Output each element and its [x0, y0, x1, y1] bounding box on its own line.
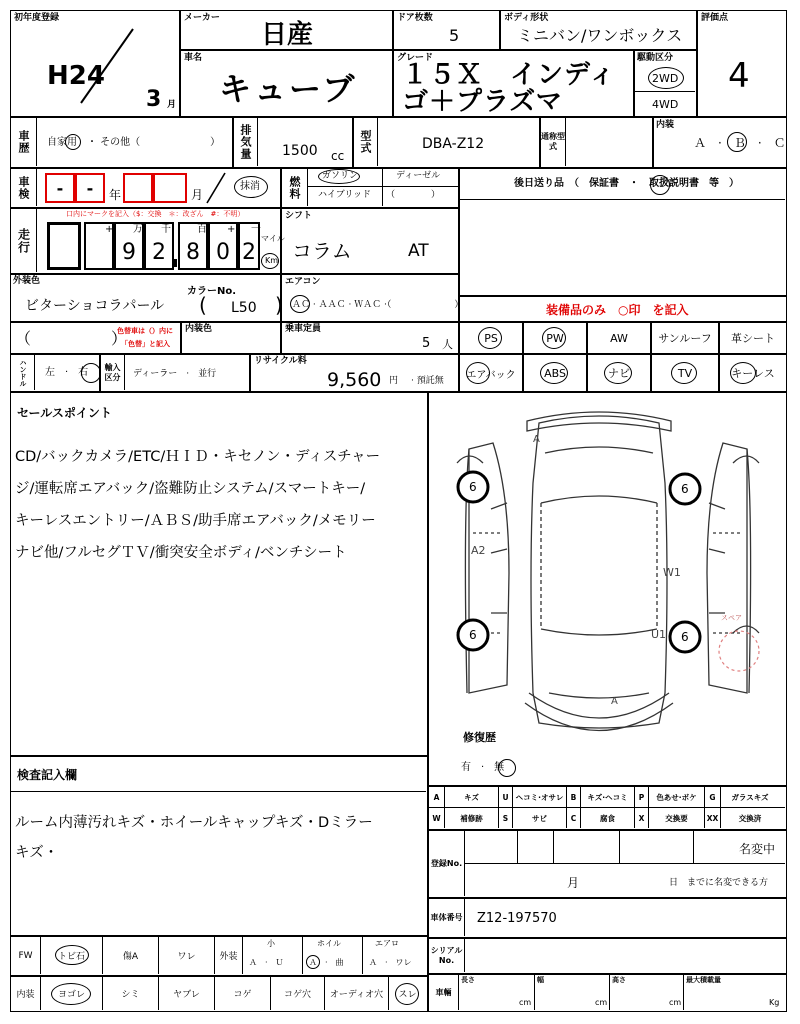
equip-leather-seat: 革シート: [719, 322, 787, 354]
aero-label: エアロ: [375, 939, 399, 948]
width-unit: cm: [595, 998, 608, 1007]
scratch-circle: [395, 983, 419, 1005]
car-name-cell: [180, 50, 393, 117]
load-unit: Kg: [769, 998, 780, 1007]
inspection-era-box: -: [45, 173, 75, 203]
legend-meaning: 交換要: [649, 808, 705, 828]
common-model-label: 通称型式: [541, 118, 566, 166]
legend-code: B: [567, 787, 581, 807]
equipment-header-cell: [459, 296, 787, 322]
mark-front: A: [533, 434, 540, 445]
equip-tv: TV: [651, 354, 719, 392]
exterior-color-label: 外装色: [13, 276, 41, 286]
doors-cell: [393, 10, 500, 50]
color-no-close-paren: ): [275, 293, 283, 317]
navi-circle: [604, 362, 632, 384]
car-name-label: 車名: [184, 53, 203, 63]
interior-damage-label: 内装: [11, 977, 41, 1010]
capacity-label: 乗車定員: [285, 324, 322, 334]
chip-label: トビ石: [41, 937, 103, 974]
exterior-label: 外装: [215, 937, 243, 974]
displacement-unit: cc: [331, 149, 345, 163]
body-value: ミニバン/ワンボックス: [517, 26, 683, 45]
wheel-value: Ａ · 曲: [309, 958, 344, 967]
length-unit: cm: [519, 998, 532, 1007]
legend-meaning: キズ·ヘコミ: [581, 787, 635, 807]
interior-label: 内装: [656, 120, 675, 130]
handle-value: 左 · 右: [45, 367, 89, 378]
airbag-circle: [466, 362, 490, 384]
grade-cell: [393, 50, 634, 117]
drive-4wd: 4WD: [652, 98, 679, 111]
small-value: Ａ · Ｕ: [249, 958, 284, 967]
mileage-label: 走行: [11, 209, 37, 272]
tire-rear-left-value: 6: [469, 628, 477, 642]
fuel-label: 燃料: [282, 169, 308, 206]
repair-none-circle: [498, 759, 516, 777]
keyless-circle: [730, 362, 756, 384]
color-change-cell: [10, 322, 181, 354]
fuel-diesel: ディーゼル: [396, 171, 441, 181]
fuel-hybrid: ハイブリッド: [318, 190, 372, 200]
handle-cell: [10, 354, 100, 392]
inspection-notes-box: [10, 756, 428, 936]
digit-unit: 千: [161, 224, 171, 235]
capacity-value: 5: [422, 336, 431, 351]
wheel-label: ホイル: [317, 939, 341, 948]
legend-meaning: サビ: [513, 808, 567, 828]
mileage-cell: [10, 208, 285, 274]
audio-hole-label: オーディオ穴: [325, 977, 389, 1010]
equip-sunroof: サンルーフ: [651, 322, 719, 354]
tire-front-right-value: 6: [681, 482, 689, 496]
repair-value: 有 · 無: [461, 762, 505, 773]
shift-cell: [281, 208, 459, 274]
equipment-header: 装備品のみ ○印 を記入: [546, 303, 689, 317]
mark-right-rear: U1: [651, 628, 667, 641]
color-change-note-2: 「色替」と記入: [121, 340, 170, 348]
displacement-value: 1500: [282, 143, 318, 159]
interior-color-label: 内装色: [185, 324, 213, 334]
tv-circle: [671, 362, 697, 384]
load-label: 最大積載量: [686, 976, 721, 984]
chip-circle: [55, 945, 89, 965]
exterior-color-cell: [10, 274, 281, 322]
grade-label: グレード: [397, 53, 434, 63]
aero-value: Ａ · ワレ: [369, 958, 412, 967]
mile-label: マイル: [261, 234, 285, 243]
car-diagram-box: [428, 392, 787, 786]
common-model-cell: [540, 117, 653, 168]
inspection-notes-label: 検査記入欄: [17, 768, 78, 782]
sales-line: CD/バックカメラ/ETC/ＨＩＤ・キセノン・ディスチャー: [15, 449, 381, 465]
shift-label: シフト: [285, 211, 313, 221]
drive-cell: [634, 50, 697, 117]
mileage-digit-box: 2: [238, 222, 260, 270]
km-label: Km: [265, 256, 279, 265]
color-change-note-1: 色替車は（）内に: [117, 327, 173, 335]
handle-label: ハンドル: [11, 355, 35, 390]
legend-code: W: [429, 808, 445, 828]
spare-label: スペア: [721, 614, 742, 622]
mark-left-side: A2: [471, 544, 486, 557]
shift-value: コラム: [292, 239, 352, 263]
spare-tire: [719, 631, 759, 671]
inspection-status-circle: [234, 176, 268, 198]
inspection-label: 車検: [11, 169, 37, 206]
sales-line: キーレスエントリー/ＡＢＳ/助手席エアバック/メモリー: [15, 513, 376, 529]
fw-label: FW: [11, 937, 41, 974]
fw-row: [10, 936, 428, 976]
equip-keyless: キーレス: [719, 354, 787, 392]
sales-line: ジ/運転席エアバック/盗難防止システム/スマートキー/: [15, 481, 366, 497]
car-name-value: キューブ: [219, 70, 358, 108]
dimensions-label: 車輛: [429, 975, 459, 1010]
model-value: DBA-Z12: [422, 136, 485, 152]
dirt-circle: [51, 983, 91, 1005]
displacement-cell: [233, 117, 353, 168]
model-label: 型式: [354, 118, 378, 166]
equip-ps: PS: [459, 322, 523, 354]
tire-rear-right-value: 6: [681, 630, 689, 644]
maker-cell: [180, 10, 393, 50]
registration-label: 登録No.: [429, 831, 465, 896]
color-no-open-paren: (: [199, 293, 207, 317]
interior-color-cell: [181, 322, 281, 354]
repair-label: 修復歴: [463, 731, 496, 744]
legend-code: C: [567, 808, 581, 828]
dirt-label: ヨゴレ: [41, 977, 103, 1010]
legend-code: A: [429, 787, 445, 807]
digit-unit: 一: [251, 224, 261, 235]
legend-meaning: 交換済: [738, 813, 762, 823]
wheel-a-circle: [306, 955, 320, 969]
legend-code: U: [499, 787, 513, 807]
legend-code: P: [635, 787, 649, 807]
equip-aw: AW: [587, 322, 651, 354]
fuel-hybrid-paren: （ ）: [386, 190, 441, 200]
legend-meaning: ガラスキズ: [731, 792, 769, 802]
drive-label: 駆動区分: [637, 53, 674, 63]
comma-mark: [173, 259, 177, 267]
private-use-circle: [65, 134, 81, 150]
height-unit: cm: [669, 998, 682, 1007]
recycle-value: 9,560: [327, 369, 382, 391]
mileage-note: 口内にマークを記入（$：交換 ＊：改ざん #：不明）: [66, 210, 245, 218]
inspection-year-box: -: [75, 173, 105, 203]
legend-code: G: [705, 787, 721, 807]
ps-circle: [478, 327, 502, 349]
digit-unit: 百: [197, 224, 207, 235]
serial-label: シリアルNo.: [429, 939, 465, 972]
doors-value: 5: [449, 26, 460, 45]
recycle-cell: [250, 354, 459, 392]
digit-unit: 万: [133, 224, 143, 235]
fuel-gasoline: ガソリン: [322, 171, 359, 181]
history-label: 車歴: [11, 118, 37, 166]
ac-label: エアコン: [285, 277, 321, 287]
exterior-color-value: ビターショコラパール: [25, 298, 165, 314]
equip-airbag: エアバック: [459, 354, 523, 392]
doors-label: ドア枚数: [397, 13, 433, 23]
inspection-year-unit: 年: [109, 188, 122, 202]
registration-day-text: 日 までに名変できる方: [669, 878, 769, 888]
name-change-label: 名変中: [739, 842, 776, 856]
interior-cell: [653, 117, 787, 168]
inspection-cell: [10, 168, 281, 208]
first-registration-era: H24: [47, 61, 105, 91]
equip-abs: ABS: [523, 354, 587, 392]
color-change-paren: （ ）: [15, 329, 128, 348]
mileage-digit-box: 2: [144, 222, 174, 270]
chassis-value: Z12-197570: [477, 911, 557, 926]
recycle-unit: 円: [389, 376, 399, 386]
transmission-value: AT: [408, 241, 429, 261]
interior-b-circle: [727, 132, 747, 152]
recycle-label: リサイクル料: [254, 356, 307, 366]
pw-circle: [542, 327, 566, 349]
mileage-digit-box: 8: [178, 222, 208, 270]
equip-pw: PW: [523, 322, 587, 354]
inspection-line: キズ・: [15, 845, 59, 861]
color-no-value: L50: [231, 300, 257, 316]
registration-month: 月: [567, 876, 580, 890]
abs-circle: [540, 362, 568, 384]
car-diagram: [429, 393, 788, 787]
legend-code: XX: [705, 808, 721, 828]
model-cell: [353, 117, 540, 168]
color-no-label: カラーNo.: [187, 286, 237, 297]
drive-2wd-circle: [648, 67, 684, 89]
registration-cell: [428, 830, 787, 898]
burn-label: コゲ: [215, 977, 271, 1010]
tire-front-left-value: 6: [469, 480, 477, 494]
maker-value: 日産: [261, 20, 314, 50]
burn-hole-label: コゲ穴: [271, 977, 325, 1010]
legend-meaning: キズ: [445, 787, 499, 807]
crack-label: ワレ: [159, 937, 215, 974]
drive-2wd: 2WD: [652, 72, 679, 85]
import-cell: [100, 354, 250, 392]
legend-code: S: [499, 808, 513, 828]
equip-navi: ナビ: [587, 354, 651, 392]
ac-circle: [290, 295, 310, 313]
ac-value: ＡＣ · ＡＡＣ · ＷＡＣ ·（ ）: [292, 300, 464, 310]
body-label: ボディ形状: [504, 13, 549, 23]
legend-meaning: 色あせ·ボケ: [649, 787, 705, 807]
manual-circle: [650, 175, 670, 195]
length-label: 長さ: [461, 976, 475, 984]
chassis-cell: [428, 898, 787, 938]
fuel-cell: [281, 168, 459, 208]
km-circle: [261, 253, 279, 269]
digit-unit: +: [227, 224, 236, 235]
documents-cell: [459, 168, 787, 296]
mileage-digit-box: 0: [208, 222, 238, 270]
mark-right-side: W1: [663, 566, 681, 579]
serial-cell: [428, 938, 787, 974]
first-registration-label: 初年度登録: [14, 13, 60, 23]
dealer-value: ディーラー · 並行: [133, 369, 217, 379]
interior-value: Ａ · Ｂ · Ｃ: [694, 136, 786, 150]
mileage-digit-box: [47, 222, 81, 270]
damage-legend: [428, 786, 787, 830]
digit-unit: +: [105, 224, 114, 235]
legend-meaning: ヘコミ·オサレ: [513, 787, 567, 807]
first-registration-cell: [10, 10, 180, 117]
score-value: 4: [728, 56, 750, 96]
history-cell: [10, 117, 233, 168]
grade-value: １５Ｘ インディゴ＋プラズマ: [402, 60, 616, 117]
width-label: 幅: [537, 976, 544, 984]
interior-damage-row: [10, 976, 428, 1012]
small-label: 小: [267, 939, 275, 948]
tear-label: ヤブレ: [159, 977, 215, 1010]
stain-label: シミ: [103, 977, 159, 1010]
sales-point-box: [10, 392, 428, 756]
chassis-label: 車体番号: [429, 899, 465, 936]
month-unit: 月: [167, 100, 177, 110]
legend-meaning: 腐食: [581, 808, 635, 828]
sales-line: ナビ他/フルセグＴＶ/衝突安全ボディ/ベンチシート: [15, 545, 347, 561]
capacity-cell: [281, 322, 459, 354]
first-registration-month: 3: [146, 87, 162, 112]
documents-label: 後日送り品 （ 保証書 ・ 取扱説明書 等 ）: [514, 178, 739, 189]
body-cell: [500, 10, 697, 50]
sales-point-label: セールスポイント: [17, 406, 112, 420]
import-label: 輸入区分: [101, 355, 125, 390]
inspection-month-unit: 月: [191, 188, 204, 202]
legend-code: X: [635, 808, 649, 828]
scratch-label: スレ: [398, 990, 417, 1000]
displacement-label: 排気量: [234, 118, 258, 166]
capacity-unit: 人: [442, 338, 453, 351]
score-label: 評価点: [701, 13, 729, 23]
recycle-deposit: · 預託無: [411, 376, 444, 386]
mark-rear: A: [611, 696, 618, 707]
maker-label: メーカー: [184, 13, 220, 23]
score-cell: [697, 10, 787, 117]
damage-a-label: 傷A: [103, 937, 159, 974]
dimensions-cell: [428, 974, 787, 1012]
height-label: 高さ: [612, 976, 626, 984]
mileage-digit-box: 9: [114, 222, 144, 270]
gasoline-circle: [318, 169, 360, 184]
ac-cell: [281, 274, 464, 322]
handle-right-circle: [81, 363, 101, 383]
history-value: 自家用 ・ その他（ ）: [47, 137, 221, 148]
legend-meaning: 補修跡: [445, 808, 499, 828]
inspection-status: 抹消: [240, 181, 260, 192]
inspection-line: ルーム内薄汚れキズ・ホイールキャップキズ・Dミラー: [15, 815, 373, 831]
